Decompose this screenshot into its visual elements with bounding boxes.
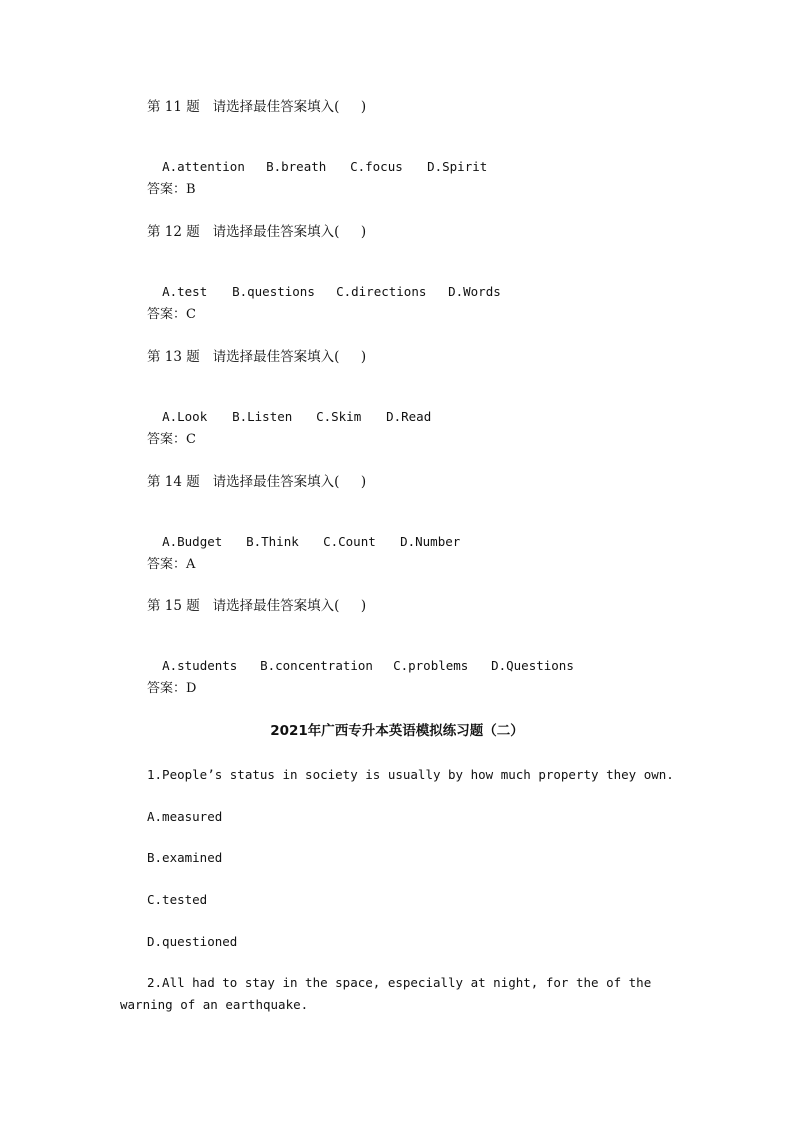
option-b: B.concentration xyxy=(260,658,373,673)
item-1-stem: 1.People’s status in society is usually by how much property they own. xyxy=(147,767,674,782)
question-14-answer: 答案：A xyxy=(147,557,196,572)
question-13-heading: 第 13 题 请选择最佳答案填入( ) xyxy=(147,349,367,365)
item-2-stem: 2.All had to stay in the space, especially at night, for the of the warning of an earthquake. xyxy=(120,975,652,1012)
option-b: B.questions xyxy=(232,284,315,299)
option-a: A.attention xyxy=(162,159,245,174)
question-13-answer: 答案：C xyxy=(147,432,196,447)
option-b: B.Think xyxy=(246,534,299,549)
question-15-options xyxy=(147,642,574,674)
option-a: A.students xyxy=(162,658,238,673)
item-1-option-d: D.questioned xyxy=(147,934,238,949)
option-c: C.Count xyxy=(323,534,376,549)
question-12-answer: 答案：C xyxy=(147,307,196,322)
question-13-options xyxy=(147,393,431,425)
option-d: D.Spirit xyxy=(427,159,488,174)
question-14-heading: 第 14 题 请选择最佳答案填入( ) xyxy=(147,474,367,490)
option-b: B.Listen xyxy=(232,409,293,424)
option-d: D.Words xyxy=(448,284,501,299)
option-c: C.directions xyxy=(336,284,427,299)
option-a: A.test xyxy=(162,284,208,299)
question-11-heading: 第 11 题 请选择最佳答案填入( ) xyxy=(147,99,367,115)
option-c: C.problems xyxy=(393,658,469,673)
question-11-answer: 答案：B xyxy=(147,182,196,197)
option-d: D.Number xyxy=(400,534,461,549)
section-title: 2021年广西专升本英语模拟练习题（二） xyxy=(270,723,524,739)
option-a: A.Budget xyxy=(162,534,223,549)
option-d: D.Read xyxy=(386,409,432,424)
item-1-option-b: B.examined xyxy=(147,850,223,865)
question-12-options xyxy=(147,268,501,300)
question-15-heading: 第 15 题 请选择最佳答案填入( ) xyxy=(147,598,367,614)
option-c: C.focus xyxy=(350,159,403,174)
question-11-options xyxy=(147,143,487,175)
option-b: B.breath xyxy=(266,159,327,174)
option-a: A.Look xyxy=(162,409,208,424)
item-1-option-c: C.tested xyxy=(147,892,208,907)
question-14-options xyxy=(147,518,460,550)
option-d: D.Questions xyxy=(491,658,574,673)
option-c: C.Skim xyxy=(316,409,362,424)
question-12-heading: 第 12 题 请选择最佳答案填入( ) xyxy=(147,224,367,240)
item-1-option-a: A.measured xyxy=(147,809,223,824)
question-15-answer: 答案：D xyxy=(147,681,197,696)
